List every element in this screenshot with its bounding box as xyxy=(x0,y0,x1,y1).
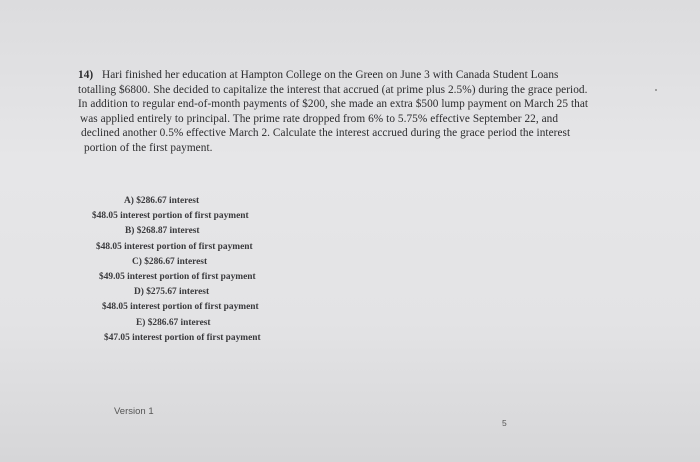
answer-option-c-interest: C) $286.67 interest xyxy=(132,256,208,267)
question-line: declined another 0.5% effective March 2. Calculate the interest accrued during the grace period the interest xyxy=(81,127,571,140)
answer-option-a-payment: $48.05 interest portion of first payment xyxy=(92,211,249,222)
answer-option-b-interest: B) $268.87 interest xyxy=(125,226,200,237)
version-label: Version 1 xyxy=(114,406,154,417)
answer-option-e-interest: E) $286.67 interest xyxy=(136,317,211,328)
question-line: In addition to regular end-of-month payments of $200, she made an extra $500 lump payment on March 25 that xyxy=(78,98,589,111)
question-number: 14) xyxy=(78,69,94,81)
question-line: was applied entirely to principal. The prime rate dropped from 6% to 5.75% effective September 22, and xyxy=(80,112,559,125)
answer-option-b-payment: $48.05 interest portion of first payment xyxy=(96,241,253,252)
question-line: portion of the first payment. xyxy=(84,141,213,154)
answer-option-e-payment: $47.05 interest portion of first payment xyxy=(104,332,261,343)
question-line: totalling $6800. She decided to capitalize the interest that accrued (at prime plus 2.5%) during the grace period. xyxy=(78,83,588,96)
answer-options xyxy=(78,194,318,346)
speck xyxy=(655,89,657,91)
page-number: 5 xyxy=(502,418,507,428)
question-block xyxy=(78,68,648,156)
answer-option-d-interest: D) $275.67 interest xyxy=(134,287,210,298)
answer-option-d-payment: $48.05 interest portion of first payment xyxy=(102,302,259,313)
question-line: 14) Hari finished her education at Hampton College on the Green on June 3 with Canada Student Loans xyxy=(78,69,559,81)
answer-option-c-payment: $49.05 interest portion of first payment xyxy=(99,272,256,283)
answer-option-a-interest: A) $286.67 interest xyxy=(124,196,200,206)
